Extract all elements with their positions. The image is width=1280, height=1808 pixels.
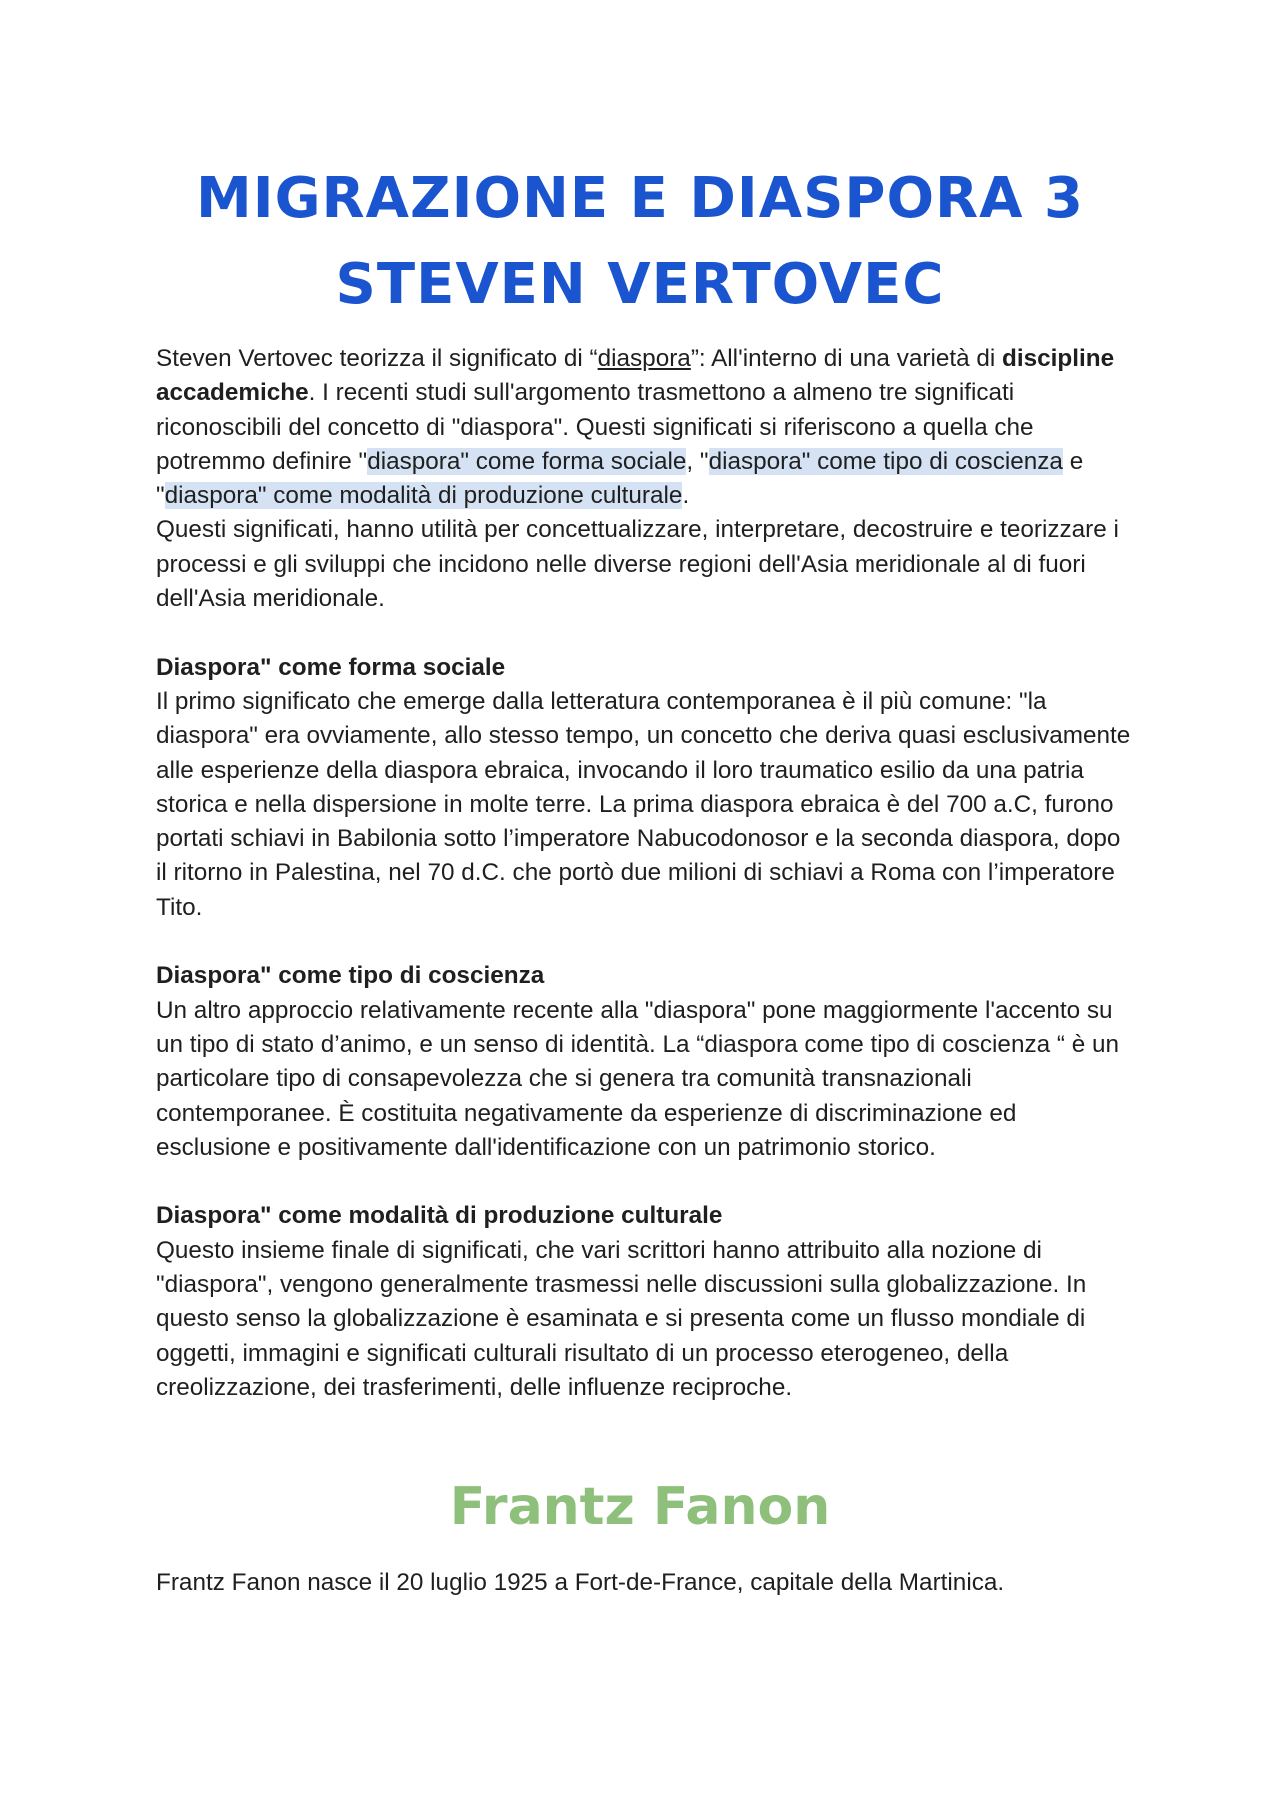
fanon-heading: Frantz Fanon [449, 1477, 831, 1537]
page-subtitle: STEVEN VERTOVEC [335, 252, 945, 317]
bold-term: discipline accademiche [156, 345, 1115, 407]
section-body-produzione-culturale: Questo insieme finale di significati, che vari scrittori hanno attribuito alla nozione di "diaspora", vengono generalmente trasmessi nelle discussioni sulla globalizzazione. In questo senso la globalizzazione è esaminata e si presenta come un flusso mondiale di oggetti, immagini e significati culturali risultato di un processo eterogeneo, della creolizzazione, dei trasferimenti, delle influenze reciproche. [156, 1236, 1087, 1401]
fanon-paragraph: Frantz Fanon nasce il 20 luglio 1925 a Fort-de-France, capitale della Martinica. [156, 1569, 1005, 1596]
section-heading-forma-sociale: Diaspora" come forma sociale [156, 653, 506, 681]
section-heading-tipo-coscienza: Diaspora" come tipo di coscienza [156, 962, 545, 990]
section-body-tipo-coscienza: Un altro approccio relativamente recente alla "diaspora" pone maggiormente l'accento su un tipo di stato d’animo, e un senso di identità. La “diaspora come tipo di coscienza “ è un particolare tipo di consapevolezza che si genera tra comunità transnazionali contemporanee. È costituita negativamente da esperienze di discriminazione ed esclusione e positivamente dall'identificazione con un patrimonio storico. [156, 996, 1120, 1161]
diaspora-link[interactable]: diaspora [597, 345, 691, 372]
highlight-produzione-culturale: diaspora" come modalità di produzione culturale [164, 482, 683, 510]
section-body-forma-sociale: Il primo significato che emerge dalla letteratura contemporanea è il più comune: "la diaspora" era ovviamente, allo stesso tempo, un concetto che deriva quasi esclusivamente alle esperienze della diaspora ebraica, invocando il loro traumatico esilio da una patria storica e nella dispersione in molte terre. La prima diaspora ebraica è del 700 a.C, furono portati schiavi in Babilonia sotto l’imperatore Nabucodonosor e la seconda diaspora, dopo il ritorno in Palestina, nel 70 d.C. che portò due milioni di schiavi a Roma con l’imperatore Tito. [156, 687, 1131, 921]
section-heading-produzione-culturale: Diaspora" come modalità di produzione culturale [156, 1202, 723, 1230]
highlight-tipo-coscienza: diaspora" come tipo di coscienza [708, 447, 1063, 475]
main-text [156, 342, 1136, 1405]
intro-paragraph: Steven Vertovec teorizza il significato di “diaspora”: All'interno di una varietà di discipline accademiche. I recenti studi sull'argomento trasmettono a almeno tre significati riconoscibili del concetto di "diaspora". Questi significati si riferiscono a quella che potremmo definire "diaspora" come forma sociale, "diaspora" come tipo di coscienza e "diaspora" come modalità di produzione culturale. [156, 345, 1115, 510]
intro-paragraph-2: Questi significati, hanno utilità per concettualizzare, interpretare, decostruire e teorizzare i processi e gli sviluppi che incidono nelle diverse regioni dell'Asia meridionale al di fuori dell'Asia meridionale. [156, 516, 1119, 613]
page-title: MIGRAZIONE E DIASPORA 3 [196, 166, 1084, 231]
highlight-forma-sociale: diaspora" come forma sociale [367, 447, 687, 475]
fanon-text [156, 1566, 1136, 1600]
